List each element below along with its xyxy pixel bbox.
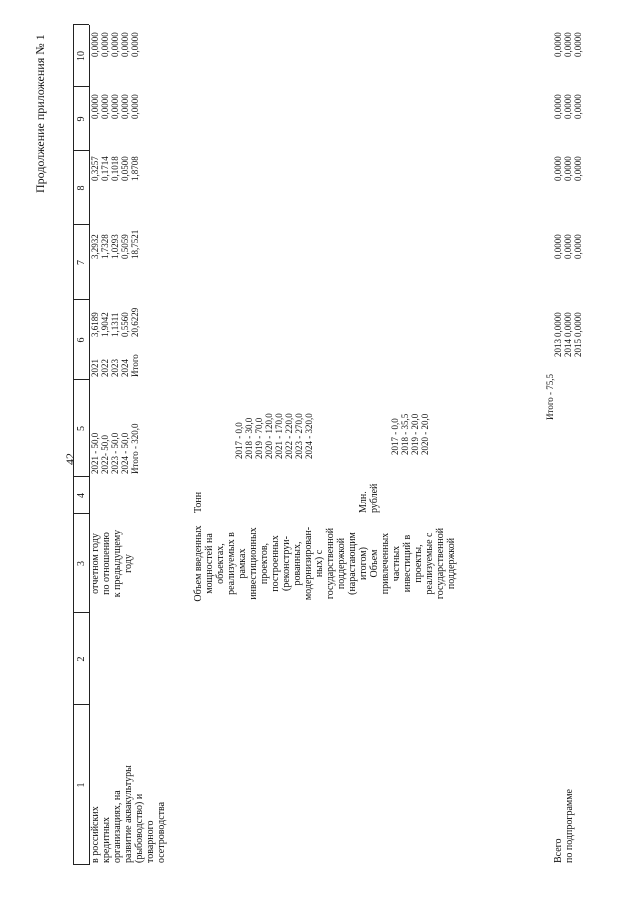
column-number: 7 [76,260,87,265]
text-line: Объем [369,549,380,578]
value: 18,7521 [130,229,140,259]
text-line: отчетном году [90,533,101,594]
text-line: итогом) [358,547,369,580]
value: 2022 - 220,0 [284,413,294,459]
value: 2024 - 320,0 [304,413,314,459]
value: 0,0000 [553,312,563,337]
text-line: проекты, [413,544,424,583]
text-line: рублей [369,483,380,513]
text-line: (реконструи- [281,536,292,591]
col10-values-top [90,32,140,57]
year: 2014 [563,339,573,357]
unit-tonnes: Тонн [193,491,204,513]
text-line: государственной [325,527,336,600]
text-line: рованных, [292,541,303,586]
value: 1,1311 [110,312,120,337]
text-line: (нарастающим [347,532,358,595]
col9-values-top [90,94,140,119]
value: 0,0000 [90,32,100,57]
text-line: в российских [90,806,101,863]
col1-description [90,765,167,863]
text-line: организациях, на [112,790,123,863]
value: 2019 - 20,0 [410,413,420,455]
value: 0,0000 [553,32,563,57]
value: 3,2932 [90,234,100,259]
value: 0,0000 [130,94,140,119]
value: 1,7328 [100,234,110,259]
value: 2017 - 0,0 [390,418,400,455]
value: 0,0500 [120,156,130,181]
text-line: модернизирован- [303,526,314,601]
col1-total-label [553,789,575,863]
value: 0,0000 [573,312,583,337]
year: 2022 [100,359,110,377]
text-line: построенных [270,535,281,592]
column-number: 1 [76,782,87,788]
value: 0,0000 [573,94,583,119]
value: 0,3257 [90,156,100,181]
value: 0,0000 [110,94,120,119]
value: 20,6229 [130,307,140,337]
text-line: рамках [237,548,248,579]
text-line: развитие аквакультуры [123,765,134,863]
value: 2020 - 120,0 [264,413,274,459]
text-line: Объем введенных [193,525,204,602]
value: 2020 - 20,0 [420,413,430,455]
value: 0,0000 [120,94,130,119]
text-line: ных) с [314,549,325,578]
value: 0,0000 [130,32,140,57]
value: 0,0000 [563,312,573,337]
value: 1,8708 [130,156,140,181]
text-line: осетроводства [156,801,167,863]
value: Итого - 320,0 [130,423,140,474]
text-line: Всего [553,838,564,863]
value: 0,0000 [100,32,110,57]
text-line: поддержкой [446,537,457,590]
page-number: 42 [63,453,77,465]
years-bottom [553,339,583,357]
table-top-border [73,25,74,865]
value: 2017 - 0,0 [234,422,244,459]
column-number: 4 [76,493,87,498]
col5-targets-capacity [234,413,314,459]
value: 0,0000 [573,156,583,181]
value: 2018 - 35,5 [400,413,410,455]
value: 1,9042 [100,312,110,337]
value: 0,0000 [553,234,563,259]
column-number: 10 [76,51,87,61]
col9-values-bottom [553,94,583,119]
year: 2023 [110,359,120,377]
value: 0,0000 [563,32,573,57]
text-line: к предыдущему [112,529,123,598]
value: 3,6189 [90,312,100,337]
col3-indicator-top [90,514,134,613]
col8-values-top [90,156,140,181]
text-line: году [123,554,134,573]
col7-values-bottom [553,234,583,259]
column-number: 9 [76,116,87,122]
value: 0,5560 [120,312,130,337]
value: 0,1714 [100,156,110,181]
text-line: проектов, [259,542,270,585]
value: 0,0000 [573,32,583,57]
text-line: реализуемые с [424,532,435,595]
year: 2013 [553,339,563,357]
years-top [90,354,140,377]
value: 0,0000 [563,234,573,259]
text-line: инвестиционных [248,527,259,600]
year: 2021 [90,359,100,377]
col3-indicator-capacity [193,514,369,613]
year: Итого [130,354,140,377]
column-number: 6 [76,337,87,343]
col7-values-top [90,230,140,259]
col5-targets-top [90,423,140,474]
value: 0,0000 [573,234,583,259]
value: 2024 - 50,0 [120,432,130,474]
col3-indicator-investment [369,514,457,613]
value: 2023 - 50,0 [110,432,120,474]
value: 2022- 50,0 [100,435,110,474]
value: 0,0000 [120,32,130,57]
value: 0,5059 [120,234,130,259]
unit-million-rubles [358,484,380,513]
value: 2021 - 50,0 [90,432,100,474]
text-line: (рыбоводство) и [134,793,145,863]
text-line: мощностей на [204,533,215,594]
text-line: товарного [145,820,156,863]
year: 2024 [120,359,130,377]
col6-values-top [90,308,140,337]
value: 0,0000 [563,156,573,181]
value: 0,1018 [110,156,120,181]
col10-values-bottom [553,32,583,57]
continuation-title: Продолжение приложения № 1 [33,34,47,193]
value: 0,0000 [100,94,110,119]
col6-values-bottom [553,312,583,337]
value: 2019 - 70,0 [254,417,264,459]
value: 0,0000 [553,156,563,181]
text-line: Млн. [358,491,369,513]
value: 0,0000 [90,94,100,119]
column-number: 5 [76,426,87,431]
text-line: кредитных [101,816,112,863]
text-line: привлеченных [380,532,391,595]
text-line: реализуемых в [226,532,237,595]
value: 1,0293 [110,234,120,259]
text-line: инвестиций в [402,534,413,593]
column-number: 2 [76,656,87,662]
text-line: по подпрограмме [564,789,575,863]
col5-targets-investment [390,414,430,455]
text-line: по отношению [101,532,112,595]
text-line: государственной [435,527,446,600]
text-line: частных [391,545,402,582]
value: 0,0000 [563,94,573,119]
text-line: объектах, [215,543,226,584]
col5-investment-total: Итого - 75,5 [545,373,555,420]
value: 0,0000 [553,94,563,119]
value: 2021 - 170,0 [274,413,284,459]
text-line: поддержкой [336,537,347,590]
value: 0,0000 [110,32,120,57]
col8-values-bottom [553,156,583,181]
column-number: 8 [76,185,87,191]
value: 2018 - 30,0 [244,417,254,459]
column-number: 3 [76,561,87,566]
year: 2015 [573,339,583,357]
value: 2023 - 270,0 [294,413,304,459]
